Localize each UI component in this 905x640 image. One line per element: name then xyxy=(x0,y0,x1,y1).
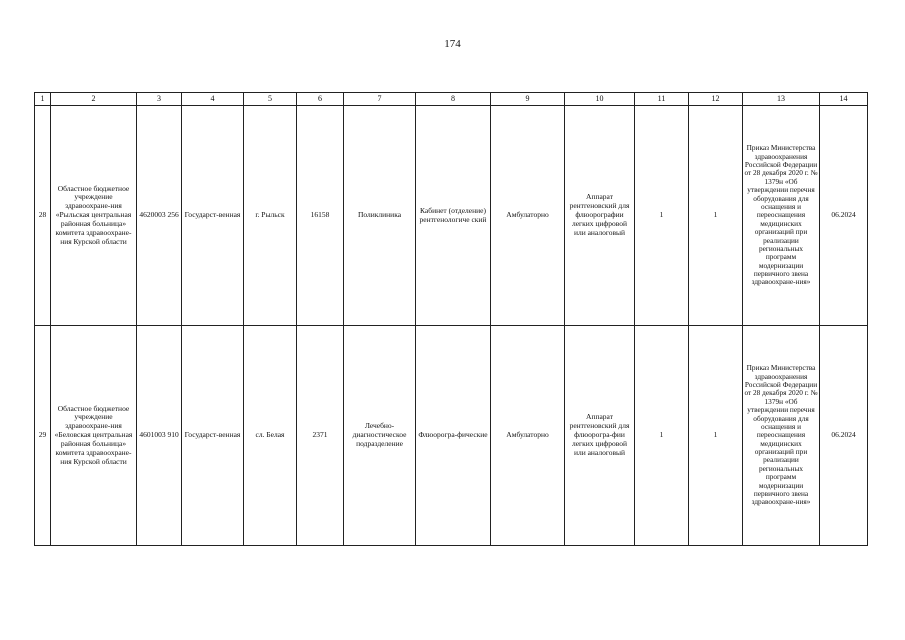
column-number: 14 xyxy=(820,93,868,106)
row-number: 28 xyxy=(35,106,51,326)
ownership-form: Государст-венная xyxy=(182,106,244,326)
population: 16158 xyxy=(297,106,344,326)
population: 2371 xyxy=(297,326,344,546)
locality: сл. Белая xyxy=(244,326,297,546)
column-number: 12 xyxy=(689,93,743,106)
quantity: 1 xyxy=(635,326,689,546)
column-number: 13 xyxy=(743,93,820,106)
department: Флюорогра-фические xyxy=(416,326,491,546)
organization-code: 4601003 910 xyxy=(137,326,182,546)
column-number: 1 xyxy=(35,93,51,106)
subdivision: Поликлиника xyxy=(344,106,416,326)
page-number: 174 xyxy=(444,38,461,50)
care-type: Амбулаторно xyxy=(491,326,565,546)
ownership-form: Государст-венная xyxy=(182,326,244,546)
deadline-date: 06.2024 xyxy=(820,326,868,546)
column-number: 9 xyxy=(491,93,565,106)
regulation-order: Приказ Министерства здравоохранения Российской Федерации от 28 декабря 2020 г. № 1379н «Об утверждении перечня оборудования для оснащения и переоснащения медицинских организаций при реализации региональных программ модернизации первичного звена здравоохране-ния» xyxy=(743,326,820,546)
row-number: 29 xyxy=(35,326,51,546)
quantity: 1 xyxy=(689,326,743,546)
care-type: Амбулаторно xyxy=(491,106,565,326)
quantity: 1 xyxy=(689,106,743,326)
column-number: 5 xyxy=(244,93,297,106)
column-number: 2 xyxy=(51,93,137,106)
column-number: 10 xyxy=(565,93,635,106)
column-number: 11 xyxy=(635,93,689,106)
regulation-order: Приказ Министерства здравоохранения Российской Федерации от 28 декабря 2020 г. № 1379н «Об утверждении перечня оборудования для оснащения и переоснащения медицинских организаций при реализации региональных программ модернизации первичного звена здравоохране-ния» xyxy=(743,106,820,326)
table-row xyxy=(35,106,868,326)
quantity: 1 xyxy=(635,106,689,326)
table-row xyxy=(35,326,868,546)
equipment-table xyxy=(34,92,868,546)
deadline-date: 06.2024 xyxy=(820,106,868,326)
column-number-row xyxy=(35,93,868,106)
column-number: 8 xyxy=(416,93,491,106)
locality: г. Рыльск xyxy=(244,106,297,326)
department: Кабинет (отделение) рентгенологиче ский xyxy=(416,106,491,326)
organization-name: Областное бюджетное учреждение здравоохране-ния «Рыльская центральная районная больница» комитета здравоохране-ния Курской области xyxy=(51,106,137,326)
organization-name: Областное бюджетное учреждение здравоохране-ния «Беловская центральная районная больница» комитета здравоохране-ния Курской области xyxy=(51,326,137,546)
subdivision: Лечебно-диагностическое подразделение xyxy=(344,326,416,546)
equipment-name: Аппарат рентгеновский для флюорогра-фии легких цифровой или аналоговый xyxy=(565,326,635,546)
column-number: 7 xyxy=(344,93,416,106)
column-number: 6 xyxy=(297,93,344,106)
column-number: 3 xyxy=(137,93,182,106)
column-number: 4 xyxy=(182,93,244,106)
organization-code: 4620003 256 xyxy=(137,106,182,326)
equipment-name: Аппарат рентгеновский для флюорографии легких цифровой или аналоговый xyxy=(565,106,635,326)
